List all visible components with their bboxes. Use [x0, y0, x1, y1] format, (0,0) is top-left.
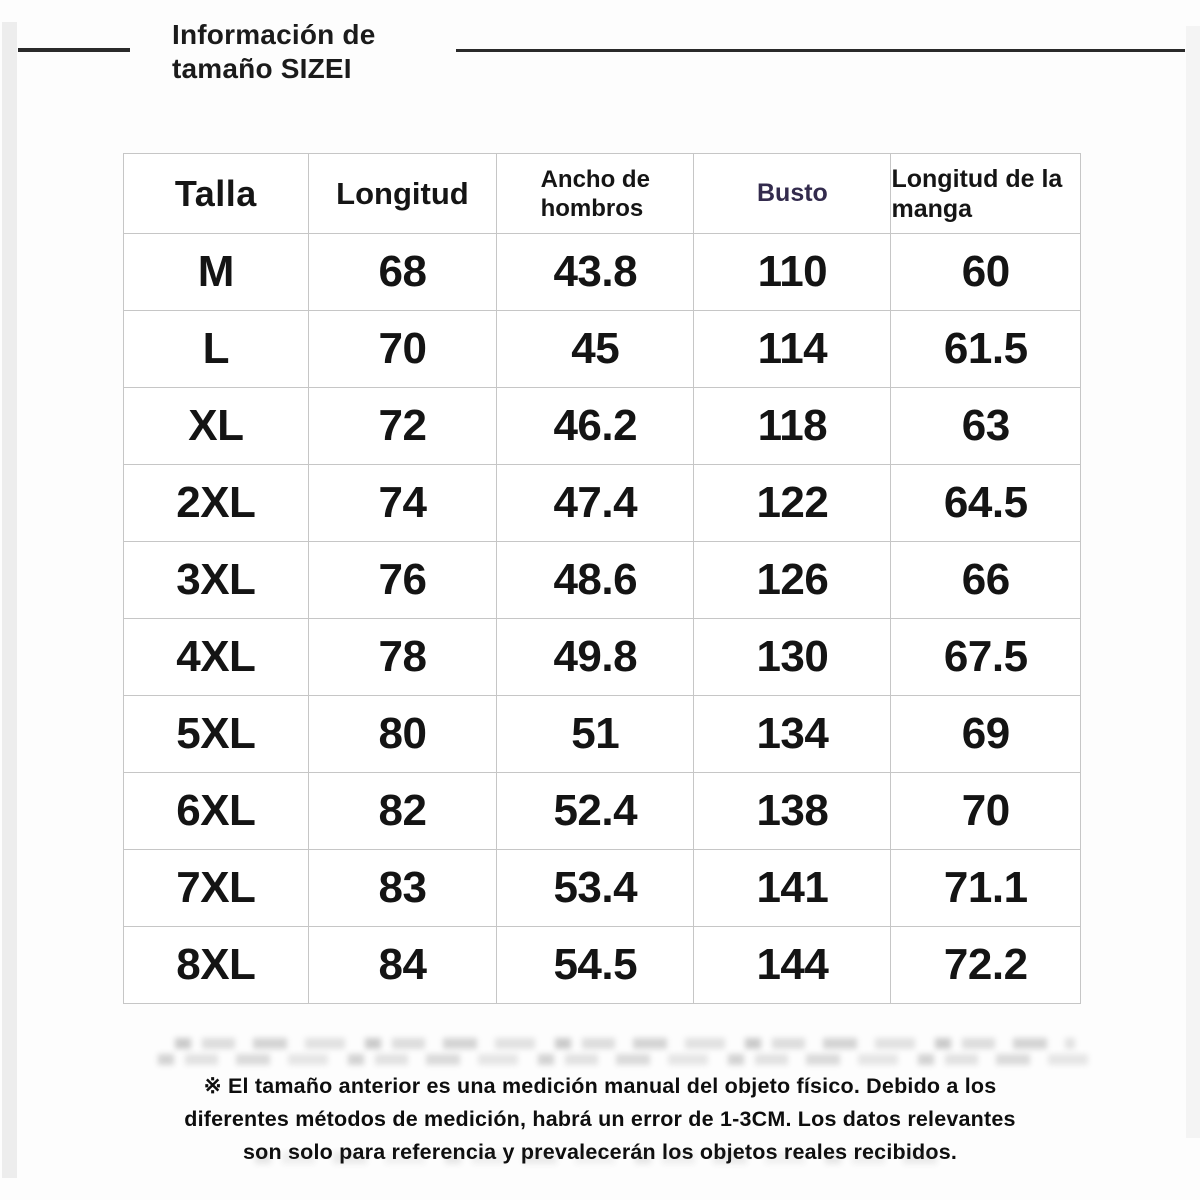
longitud-cell: 70	[308, 311, 497, 388]
busto-cell: 138	[694, 773, 891, 850]
page-title-line2: tamaño SIZEI	[172, 53, 352, 84]
manga-cell: 64.5	[891, 465, 1081, 542]
blurred-artifact-strip	[175, 1038, 1075, 1049]
busto-cell: 144	[694, 927, 891, 1004]
busto-cell: 130	[694, 619, 891, 696]
ancho-hombros-cell: 48.6	[497, 542, 694, 619]
table-row	[124, 542, 1081, 619]
header-label: Ancho de hombros	[540, 165, 650, 222]
ancho-hombros-cell: 49.8	[497, 619, 694, 696]
size-cell: 8XL	[124, 927, 309, 1004]
longitud-cell: 84	[308, 927, 497, 1004]
table-row	[124, 234, 1081, 311]
column-header-talla	[124, 154, 309, 234]
size-chart-table	[123, 153, 1081, 1004]
ancho-hombros-cell: 46.2	[497, 388, 694, 465]
column-header-ancho-hombros	[497, 154, 694, 234]
manga-cell: 67.5	[891, 619, 1081, 696]
disclaimer-line-2: diferentes métodos de medición, habrá un error de 1-3CM. Los datos relevantes	[184, 1107, 1016, 1131]
disclaimer-line-1: ※ El tamaño anterior es una medición manual del objeto físico. Debido a los	[203, 1074, 997, 1098]
ancho-hombros-cell: 54.5	[497, 927, 694, 1004]
table-row	[124, 850, 1081, 927]
table-row	[124, 311, 1081, 388]
longitud-cell: 76	[308, 542, 497, 619]
busto-cell: 114	[694, 311, 891, 388]
size-cell: XL	[124, 388, 309, 465]
ancho-hombros-cell: 47.4	[497, 465, 694, 542]
ancho-hombros-cell: 43.8	[497, 234, 694, 311]
size-cell: 4XL	[124, 619, 309, 696]
title-rule-left	[18, 48, 130, 52]
table-row	[124, 773, 1081, 850]
left-edge-band	[2, 22, 17, 1178]
disclaimer-line-3: son solo para referencia y prevalecerán los objetos reales recibidos.	[242, 1140, 958, 1164]
size-cell: 6XL	[124, 773, 309, 850]
page-title-line1: Información de	[172, 19, 376, 50]
manga-cell: 66	[891, 542, 1081, 619]
ancho-hombros-cell: 45	[497, 311, 694, 388]
ancho-hombros-cell: 52.4	[497, 773, 694, 850]
table-row	[124, 619, 1081, 696]
busto-cell: 122	[694, 465, 891, 542]
table-header-row	[124, 154, 1081, 234]
busto-cell: 134	[694, 696, 891, 773]
busto-cell: 141	[694, 850, 891, 927]
table-row	[124, 465, 1081, 542]
blurred-artifact-strip	[255, 1152, 955, 1164]
header-label: Longitud de la manga	[891, 164, 1063, 223]
table-row	[124, 696, 1081, 773]
manga-cell: 72.2	[891, 927, 1081, 1004]
manga-cell: 70	[891, 773, 1081, 850]
size-cell: 3XL	[124, 542, 309, 619]
column-header-longitud-manga	[891, 154, 1081, 234]
page-title	[172, 18, 376, 86]
right-edge-band	[1186, 26, 1200, 1138]
longitud-cell: 74	[308, 465, 497, 542]
size-cell: 2XL	[124, 465, 309, 542]
longitud-cell: 68	[308, 234, 497, 311]
busto-cell: 118	[694, 388, 891, 465]
ancho-hombros-cell: 53.4	[497, 850, 694, 927]
ancho-hombros-cell: 51	[497, 696, 694, 773]
longitud-cell: 83	[308, 850, 497, 927]
size-cell: M	[124, 234, 309, 311]
column-header-longitud	[308, 154, 497, 234]
header-label: Busto	[757, 179, 828, 207]
manga-cell: 69	[891, 696, 1081, 773]
header-label: Talla	[174, 172, 257, 214]
longitud-cell: 82	[308, 773, 497, 850]
column-header-busto	[694, 154, 891, 234]
busto-cell: 126	[694, 542, 891, 619]
longitud-cell: 80	[308, 696, 497, 773]
busto-cell: 110	[694, 234, 891, 311]
table-row	[124, 927, 1081, 1004]
header-label: Longitud	[336, 175, 469, 211]
manga-cell: 71.1	[891, 850, 1081, 927]
manga-cell: 60	[891, 234, 1081, 311]
manga-cell: 61.5	[891, 311, 1081, 388]
manga-cell: 63	[891, 388, 1081, 465]
size-cell: 7XL	[124, 850, 309, 927]
title-rule-right	[456, 49, 1185, 52]
size-cell: L	[124, 311, 309, 388]
blurred-artifact-strip	[158, 1054, 1092, 1065]
table-row	[124, 388, 1081, 465]
longitud-cell: 78	[308, 619, 497, 696]
longitud-cell: 72	[308, 388, 497, 465]
size-cell: 5XL	[124, 696, 309, 773]
